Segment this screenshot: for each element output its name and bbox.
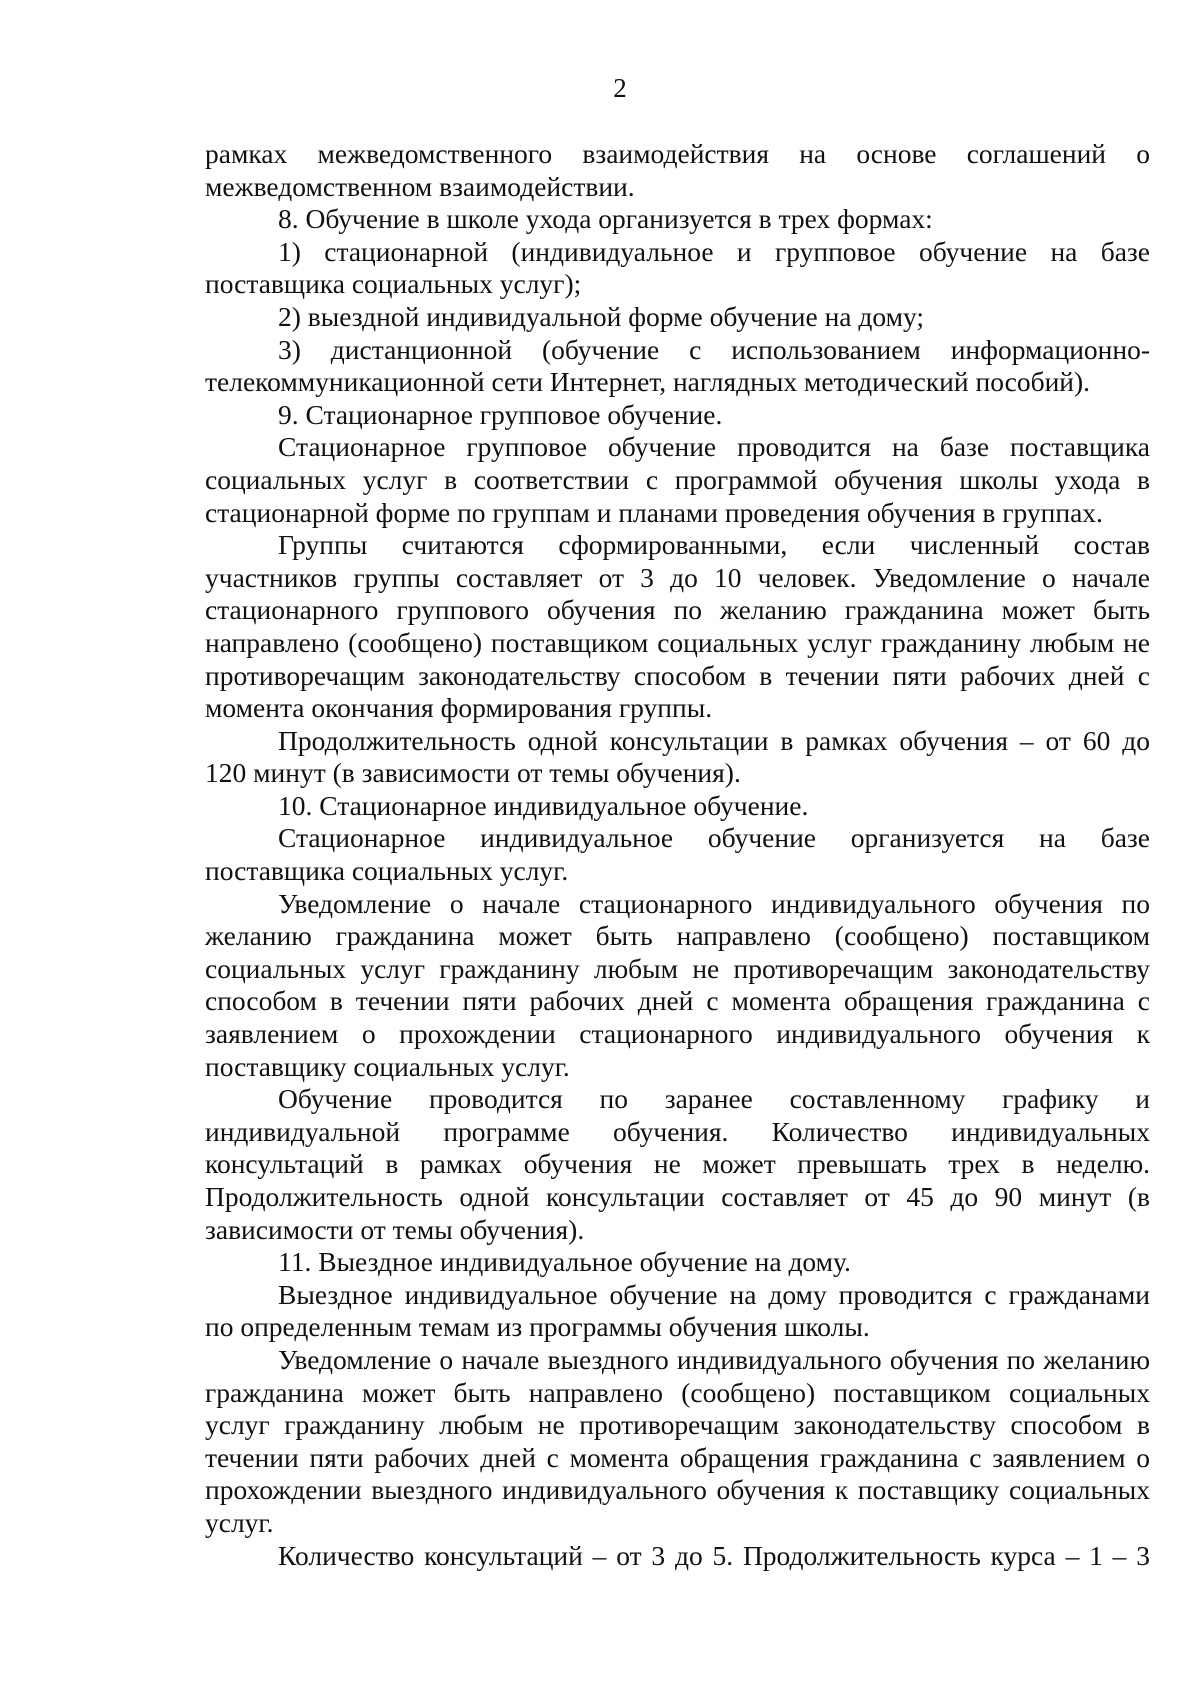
paragraph-group-training: Стационарное групповое обучение проводится на базе поставщика социальных услуг в соответствии с программой обучения школы ухода в стационарной форме по группам и планами проведения обучения в группах. (205, 431, 1150, 528)
paragraph-home-notice: Уведомление о начале выездного индивидуального обучения по желанию гражданина может быть направлено (сообщено) поставщиком социальных услуг гражданину любым не противоречащим законодательству способом в течении пяти рабочих дней с момента обращения гражданина с заявлением о прохождении выездного индивидуального обучения к поставщику социальных услуг. (205, 1343, 1150, 1538)
paragraph-group-duration: Продолжительность одной консультации в рамках обучения – от 60 до 120 минут (в зависимости от темы обучения). (205, 724, 1150, 789)
paragraph-individual-training: Стационарное индивидуальное обучение организуется на базе поставщика социальных услуг. (205, 822, 1150, 887)
paragraph-form-1: 1) стационарной (индивидуальное и групповое обучение на базе поставщика социальных услуг); (205, 235, 1150, 300)
paragraph-home-training: Выездное индивидуальное обучение на дому проводится с гражданами по определенным темам из программы обучения школы. (205, 1278, 1150, 1343)
paragraph-form-3: 3) дистанционной (обучение с использованием информационно-телекоммуникационной сети Интернет, наглядных методический пособий). (205, 333, 1150, 398)
paragraph-individual-notice: Уведомление о начале стационарного индивидуального обучения по желанию гражданина может быть направлено (сообщено) поставщиком социальных услуг гражданину любым не противоречащим законодательству способом в течении пяти рабочих дней с момента обращения гражданина с заявлением о прохождении стационарного индивидуального обучения к поставщику социальных услуг. (205, 887, 1150, 1082)
section-heading-11: 11. Выездное индивидуальное обучение на дому. (278, 1246, 851, 1278)
section-heading-9: 9. Стационарное групповое обучение. (278, 398, 723, 430)
paragraph-form-2: 2) выездной индивидуальной форме обучение на дому; (278, 300, 925, 332)
section-heading-10: 10. Стационарное индивидуальное обучение. (278, 789, 809, 821)
page-number: 2 (613, 73, 627, 103)
document-body (205, 138, 1150, 1572)
paragraph-consultations-count: Количество консультаций – от 3 до 5. Продолжительность курса – 1 – 3 (278, 1539, 1150, 1571)
paragraph-continuation: рамках межведомственного взаимодействия на основе соглашений о межведомственном взаимодействии. (205, 138, 1150, 202)
paragraph-group-formation: Группы считаются сформированными, если численный состав участников группы составляет от 3 до 10 человек. Уведомление о начале стационарного группового обучения по желанию гражданина может быть направлено (сообщено) поставщиком социальных услуг гражданину любым не противоречащим законодательству способом в течении пяти рабочих дней с момента окончания формирования группы. (205, 529, 1150, 724)
paragraph-item-8: 8. Обучение в школе ухода организуется в трех формах: (278, 203, 933, 235)
paragraph-individual-schedule: Обучение проводится по заранее составленному графику и индивидуальной программе обучения. Количество индивидуальных консультаций в рамках обучения не может превышать трех в неделю. Продолжительность одной консультации составляет от 45 до 90 минут (в зависимости от темы обучения). (205, 1083, 1150, 1245)
